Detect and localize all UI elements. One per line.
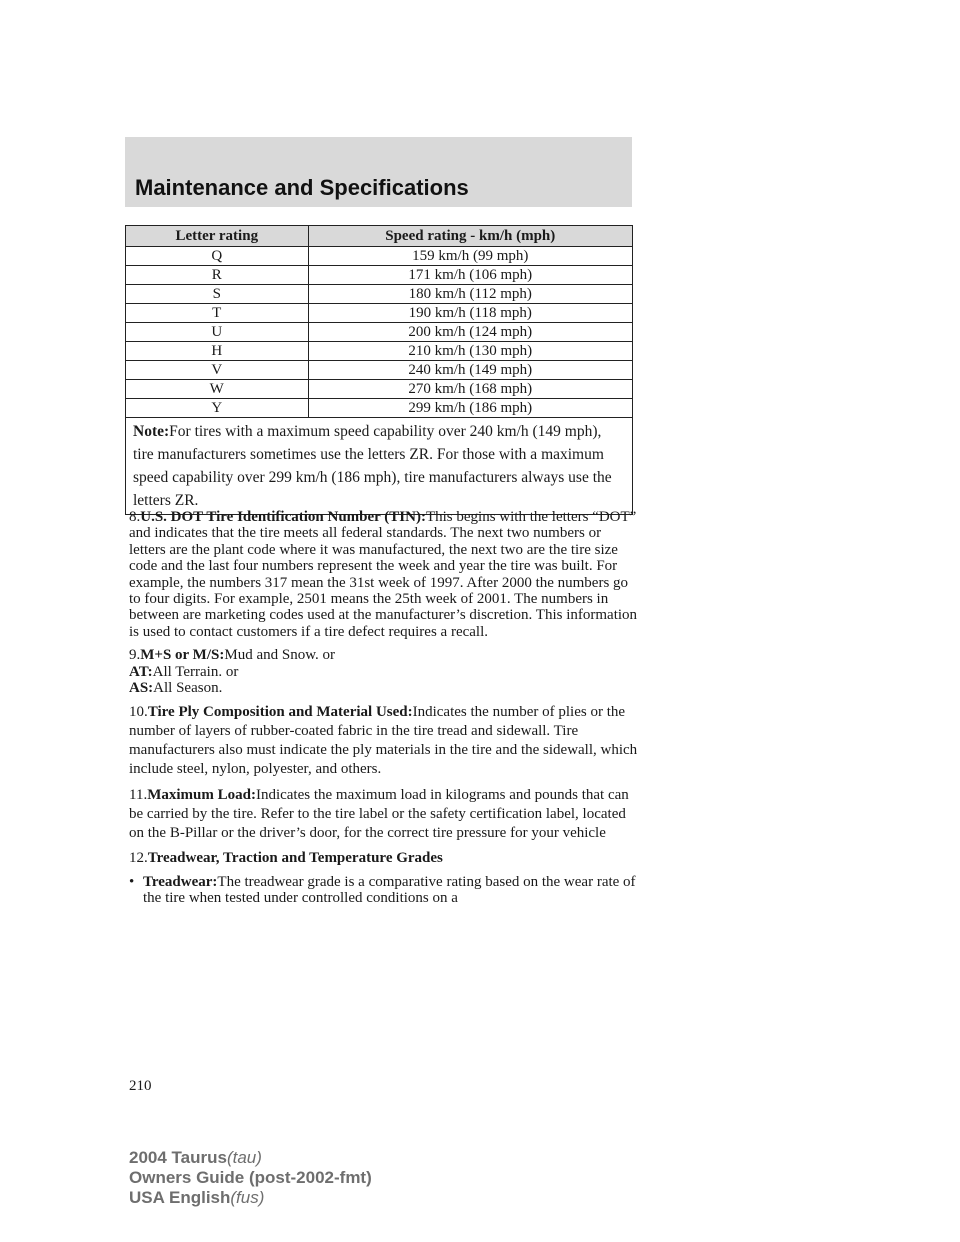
page-number: 210 <box>129 1078 152 1094</box>
item-12 <box>129 850 639 866</box>
item-text: This begins with the letters “DOT” and indicates that the tire meets all federal standards. The next two numbers or letters are the plant code where it was manufactured, the next two are the tire size code and the last four numbers represent the week and year the tire was built. For example, the numbers 317 mean the 31st week of 1997. After 2000 the numbers go to four digits. For example, 2501 means the 25th week of 2001. The numbers in between are marketing codes used at the manufacturer’s discretion. This information is used to contact customers if a tire defect requires a recall. <box>129 509 638 640</box>
footer <box>129 1148 372 1208</box>
footer-line-2 <box>129 1168 372 1188</box>
item-9 <box>129 647 639 663</box>
item-10 <box>129 703 639 779</box>
item-label: Maximum Load: <box>147 787 256 804</box>
bullet-body <box>143 874 639 907</box>
item-9-as <box>129 680 639 696</box>
item-text: Indicates the number of plies or the number of layers of rubber-coated fabric in the tire tread and sidewall. Tire manufacturers also must indicate the ply materials in the tire and the sidewall, which include steel, nylon, polyester, and others. <box>129 704 638 778</box>
speed-cell: 171 km/h (106 mph) <box>308 266 632 285</box>
table-row <box>126 380 633 399</box>
item-text: Indicates the maximum load in kilograms and pounds that can be carried by the tire. Refer to the tire label or the safety certification label, located on the B-Pillar or the driver’s door, for the correct tire pressure for your vehicle <box>129 787 629 842</box>
table-row <box>126 304 633 323</box>
footer-model: 2004 Taurus <box>129 1148 227 1167</box>
letter-cell: V <box>126 361 309 380</box>
note-label: Note: <box>133 423 170 440</box>
at-label: AT: <box>129 663 153 680</box>
item-label: Treadwear, Traction and Temperature Grades <box>147 850 443 867</box>
bullet-label: Treadwear: <box>143 873 218 890</box>
table-header-row <box>126 226 633 247</box>
item-number: 12. <box>129 850 148 867</box>
table-row <box>126 247 633 266</box>
column-header-letter: Letter rating <box>126 226 309 247</box>
section-header <box>125 137 632 207</box>
at-text: All Terrain. or <box>152 663 239 680</box>
item-label: M+S or M/S: <box>140 647 225 664</box>
speed-cell: 180 km/h (112 mph) <box>308 285 632 304</box>
speed-cell: 210 km/h (130 mph) <box>308 342 632 361</box>
letter-cell: R <box>126 266 309 285</box>
item-number: 10. <box>129 704 148 721</box>
footer-language-code: (fus) <box>230 1188 265 1207</box>
letter-cell: S <box>126 285 309 304</box>
table-note <box>126 418 633 515</box>
body-text <box>129 509 639 907</box>
as-label: AS: <box>129 680 154 697</box>
item-number: 9. <box>129 647 141 664</box>
item-9-at <box>129 664 639 680</box>
item-11 <box>129 786 639 843</box>
footer-line-3 <box>129 1188 372 1208</box>
note-text: For tires with a maximum speed capability over 240 km/h (149 mph), tire manufacturers sometimes use the letters ZR. For those with a maximum speed capability over 299 km/h (186 mph), tire manufacturers always use the letters ZR. <box>133 423 612 509</box>
item-8 <box>129 509 639 640</box>
footer-language: USA English <box>129 1188 231 1207</box>
column-header-speed: Speed rating - km/h (mph) <box>308 226 632 247</box>
speed-rating-table <box>125 225 633 515</box>
footer-model-code: (tau) <box>226 1148 262 1167</box>
speed-cell: 270 km/h (168 mph) <box>308 380 632 399</box>
table-row <box>126 266 633 285</box>
letter-cell: U <box>126 323 309 342</box>
speed-cell: 200 km/h (124 mph) <box>308 323 632 342</box>
item-number: 8. <box>129 509 141 525</box>
speed-cell: 159 km/h (99 mph) <box>308 247 632 266</box>
bullet-text: The treadwear grade is a comparative rating based on the wear rate of the tire when tested under controlled conditions on a <box>143 873 636 907</box>
table-row <box>126 342 633 361</box>
item-label: U.S. DOT Tire Identification Number (TIN): <box>140 509 426 525</box>
speed-cell: 299 km/h (186 mph) <box>308 399 632 418</box>
item-text: Mud and Snow. or <box>224 647 336 664</box>
footer-guide: Owners Guide (post-2002-fmt) <box>129 1168 372 1187</box>
table-row <box>126 285 633 304</box>
item-label: Tire Ply Composition and Material Used: <box>147 704 413 721</box>
letter-cell: Y <box>126 399 309 418</box>
speed-cell: 240 km/h (149 mph) <box>308 361 632 380</box>
bullet-treadwear <box>129 874 639 907</box>
bullet-icon: • <box>129 873 135 890</box>
section-title: Maintenance and Specifications <box>135 175 469 200</box>
letter-cell: H <box>126 342 309 361</box>
as-text: All Season. <box>153 680 223 697</box>
footer-line-1 <box>129 1148 372 1168</box>
table-row <box>126 399 633 418</box>
table-note-row <box>126 418 633 515</box>
speed-cell: 190 km/h (118 mph) <box>308 304 632 323</box>
table-row <box>126 361 633 380</box>
letter-cell: T <box>126 304 309 323</box>
letter-cell: Q <box>126 247 309 266</box>
letter-cell: W <box>126 380 309 399</box>
item-number: 11. <box>129 787 148 804</box>
table-row <box>126 323 633 342</box>
